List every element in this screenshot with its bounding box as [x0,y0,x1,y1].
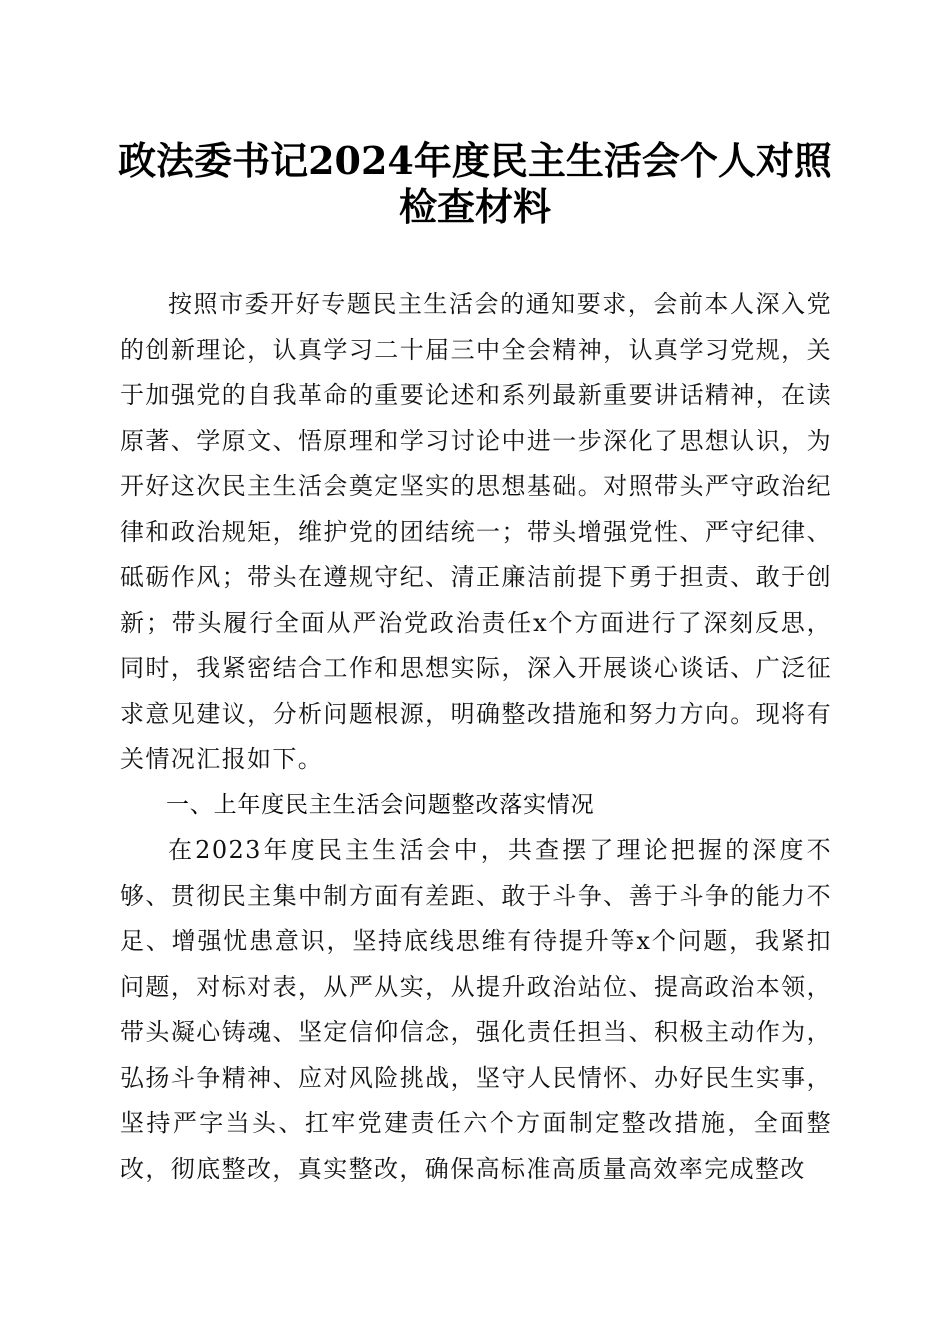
document-title: 政法委书记2024年度民主生活会个人对照检查材料 [118,138,832,229]
document-body [120,282,832,1192]
intro-paragraph: 按照市委开好专题民主生活会的通知要求，会前本人深入党的创新理论，认真学习二十届三中全会精神，认真学习党规，关于加强党的自我革命的重要论述和系列最新重要讲话精神，在读原著、学原文、悟原理和学习讨论中进一步深化了思想认识，为开好这次民主生活会奠定坚实的思想基础。对照带头严守政治纪律和政治规矩，维护党的团结统一；带头增强党性、严守纪律、砥砺作风；带头在遵规守纪、清正廉洁前提下勇于担责、敢于创新；带头履行全面从严治党政治责任x个方面进行了深刻反思，同时，我紧密结合工作和思想实际，深入开展谈心谈话、广泛征求意见建议，分析问题根源，明确整改措施和努力方向。现将有关情况汇报如下。 [120,290,832,773]
section-heading-1: 一、上年度民主生活会问题整改落实情况 [166,791,595,818]
section-1-paragraph: 在2023年度民主生活会中，共查摆了理论把握的深度不够、贯彻民主集中制方面有差距、敢于斗争、善于斗争的能力不足、增强忧患意识，坚持底线思维有待提升等x个问题，我紧扣问题，对标对表，从严从实，从提升政治站位、提高政治本领，带头凝心铸魂、坚定信仰信念，强化责任担当、积极主动作为，弘扬斗争精神、应对风险挑战，坚守人民情怀、办好民生实事，坚持严字当头、扛牢党建责任六个方面制定整改措施，全面整改，彻底整改，真实整改，确保高标准高质量高效率完成整改 [120,836,832,1183]
